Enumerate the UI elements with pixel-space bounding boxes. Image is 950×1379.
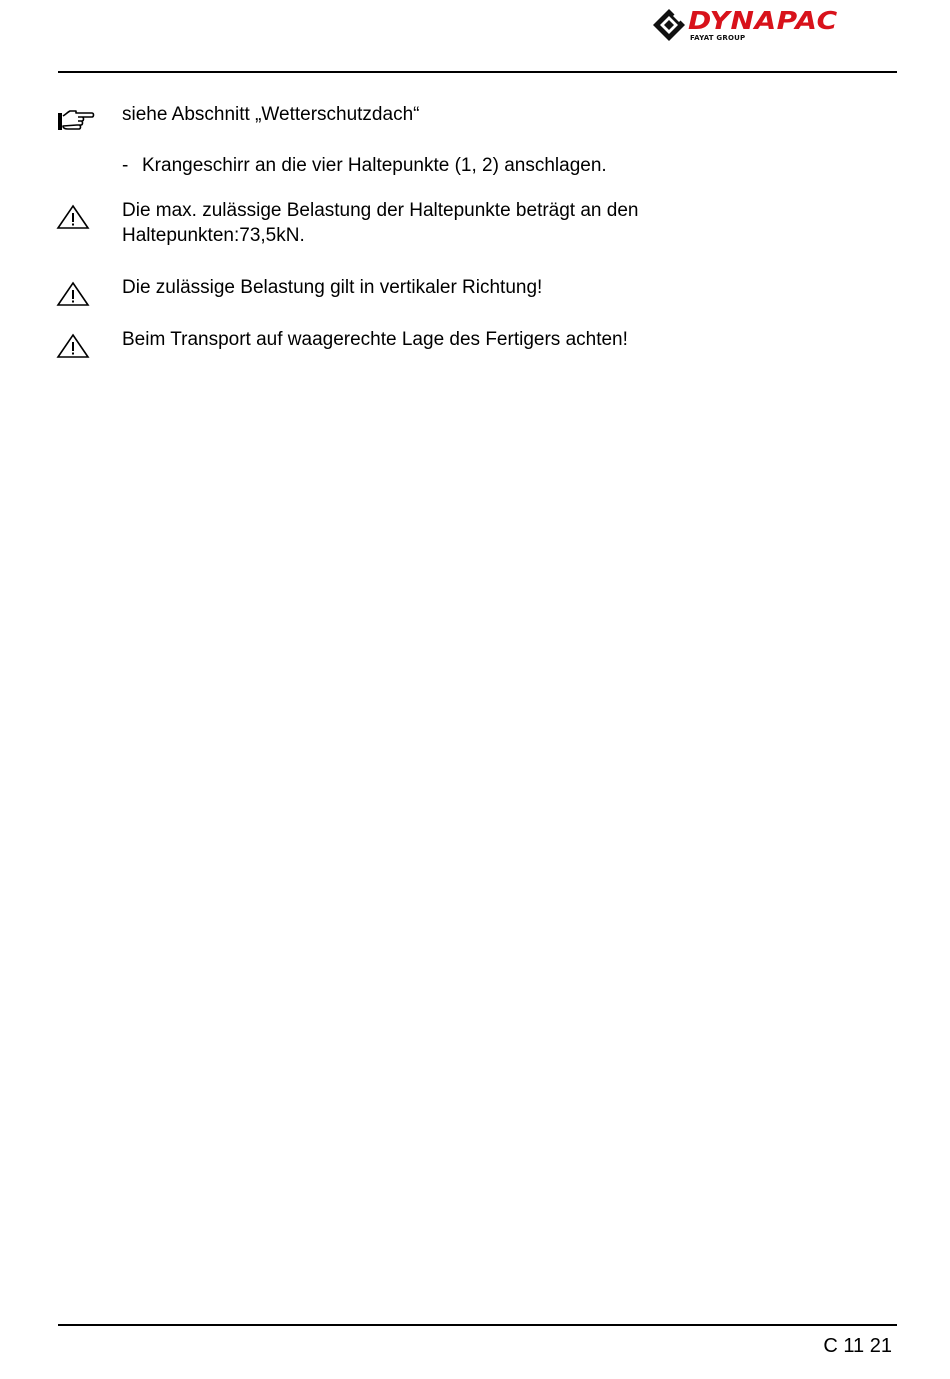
warning-triangle-icon xyxy=(56,333,90,359)
bullet-text: Krangeschirr an die vier Haltepunkte (1, 2) anschlagen. xyxy=(142,155,607,176)
warning-text-line: Haltepunkten:73,5kN. xyxy=(122,225,305,246)
dynapac-diamond-logo-icon xyxy=(652,8,686,42)
page-number: C 11 21 xyxy=(823,1335,892,1357)
warning-triangle-icon xyxy=(56,204,90,230)
reference-text: siehe Abschnitt „Wetterschutzdach“ xyxy=(122,104,420,125)
dynapac-logo xyxy=(652,6,900,46)
pointing-hand-icon xyxy=(56,108,96,132)
logo-brand-name: DYNAPAC xyxy=(688,6,838,35)
footer-divider xyxy=(58,1324,897,1326)
bullet-dash: - xyxy=(122,155,129,176)
warning-text-line: Die max. zulässige Belastung der Haltepunkte beträgt an den xyxy=(122,200,639,221)
warning-text-line: Beim Transport auf waagerechte Lage des Fertigers achten! xyxy=(122,329,628,350)
warning-text-line: Die zulässige Belastung gilt in vertikaler Richtung! xyxy=(122,277,543,298)
header-divider xyxy=(58,71,897,73)
logo-subtitle: FAYAT GROUP xyxy=(690,34,746,42)
warning-triangle-icon xyxy=(56,281,90,307)
